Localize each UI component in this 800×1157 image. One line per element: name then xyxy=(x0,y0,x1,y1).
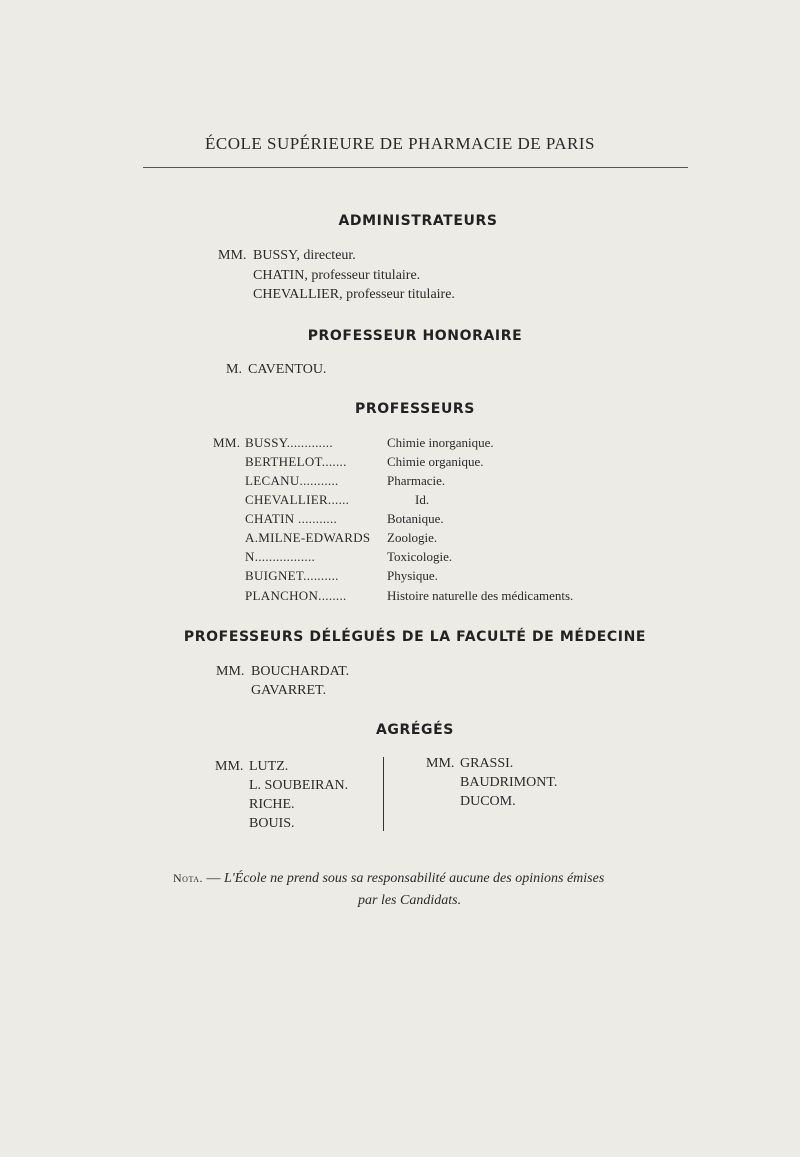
agrege-left-line: LUTZ. xyxy=(249,759,289,774)
agrege-left-line: BOUIS. xyxy=(249,816,295,831)
professeur-name: LECANU........... xyxy=(245,473,339,488)
agrege-right-line: BAUDRIMONT. xyxy=(460,775,558,790)
page-title: ÉCOLE SUPÉRIEURE DE PHARMACIE DE PARIS xyxy=(204,134,596,153)
administrateur-line: CHEVALLIER, professeur titulaire. xyxy=(253,287,455,302)
professeurs-heading: PROFESSEURS xyxy=(354,401,475,417)
delegues-prefix: MM. xyxy=(216,664,245,679)
agrege-left-line: RICHE. xyxy=(249,797,295,812)
nota-label: Nota. xyxy=(173,871,203,885)
professeur-subject: Botanique. xyxy=(387,511,444,526)
nota-line-1 xyxy=(173,871,604,887)
professeur-name: PLANCHON........ xyxy=(245,588,347,603)
professeur-name: BUIGNET.......... xyxy=(245,568,339,583)
professeur-name: N................. xyxy=(245,549,316,564)
agreges-column-divider xyxy=(383,757,384,831)
professeur-name: CHEVALLIER...... xyxy=(245,492,350,507)
professeur-name: CHATIN ........... xyxy=(245,511,338,526)
title-rule xyxy=(143,167,688,168)
nota-dash: — xyxy=(206,871,221,886)
honoraire-name: CAVENTOU. xyxy=(248,362,327,377)
professeurs-prefix: MM. xyxy=(213,435,241,450)
administrateur-line: CHATIN, professeur titulaire. xyxy=(253,268,421,283)
administrateurs-heading: ADMINISTRATEURS xyxy=(338,213,498,229)
agrege-right-line: GRASSI. xyxy=(460,756,514,771)
agreges-right-prefix: MM. xyxy=(426,756,455,771)
delegues-heading: PROFESSEURS DÉLÉGUÉS DE LA FACULTÉ DE MÉDECINE xyxy=(183,629,647,645)
professeur-subject: Physique. xyxy=(387,568,438,583)
professeur-subject: Chimie organique. xyxy=(387,454,484,469)
administrateurs-prefix: MM. xyxy=(218,248,247,263)
administrateur-line: BUSSY, directeur. xyxy=(253,248,356,263)
professeur-honoraire-heading: PROFESSEUR HONORAIRE xyxy=(307,328,523,344)
honoraire-prefix: M. xyxy=(226,362,242,377)
professeur-subject: Id. xyxy=(415,492,430,507)
nota-text-1: L'École ne prend sous sa responsabilité aucune des opinions émises xyxy=(223,871,605,886)
nota-text-2: par les Candidats. xyxy=(358,893,462,908)
professeur-subject: Pharmacie. xyxy=(387,473,446,488)
professeur-name: BERTHELOT....... xyxy=(245,454,347,469)
delegue-line: GAVARRET. xyxy=(251,683,327,698)
agrege-right-line: DUCOM. xyxy=(460,794,516,809)
professeur-subject: Histoire naturelle des médicaments. xyxy=(387,588,574,603)
professeur-subject: Chimie inorganique. xyxy=(387,435,494,450)
professeur-subject: Zoologie. xyxy=(387,530,438,545)
professeur-name: A.MILNE-EDWARDS xyxy=(245,530,371,545)
professeur-subject: Toxicologie. xyxy=(387,549,453,564)
delegue-line: BOUCHARDAT. xyxy=(251,664,350,679)
professeur-name: BUSSY............. xyxy=(245,435,333,450)
agreges-left-prefix: MM. xyxy=(215,759,244,774)
agreges-heading: AGRÉGÉS xyxy=(375,722,454,738)
agrege-left-line: L. SOUBEIRAN. xyxy=(249,778,349,793)
